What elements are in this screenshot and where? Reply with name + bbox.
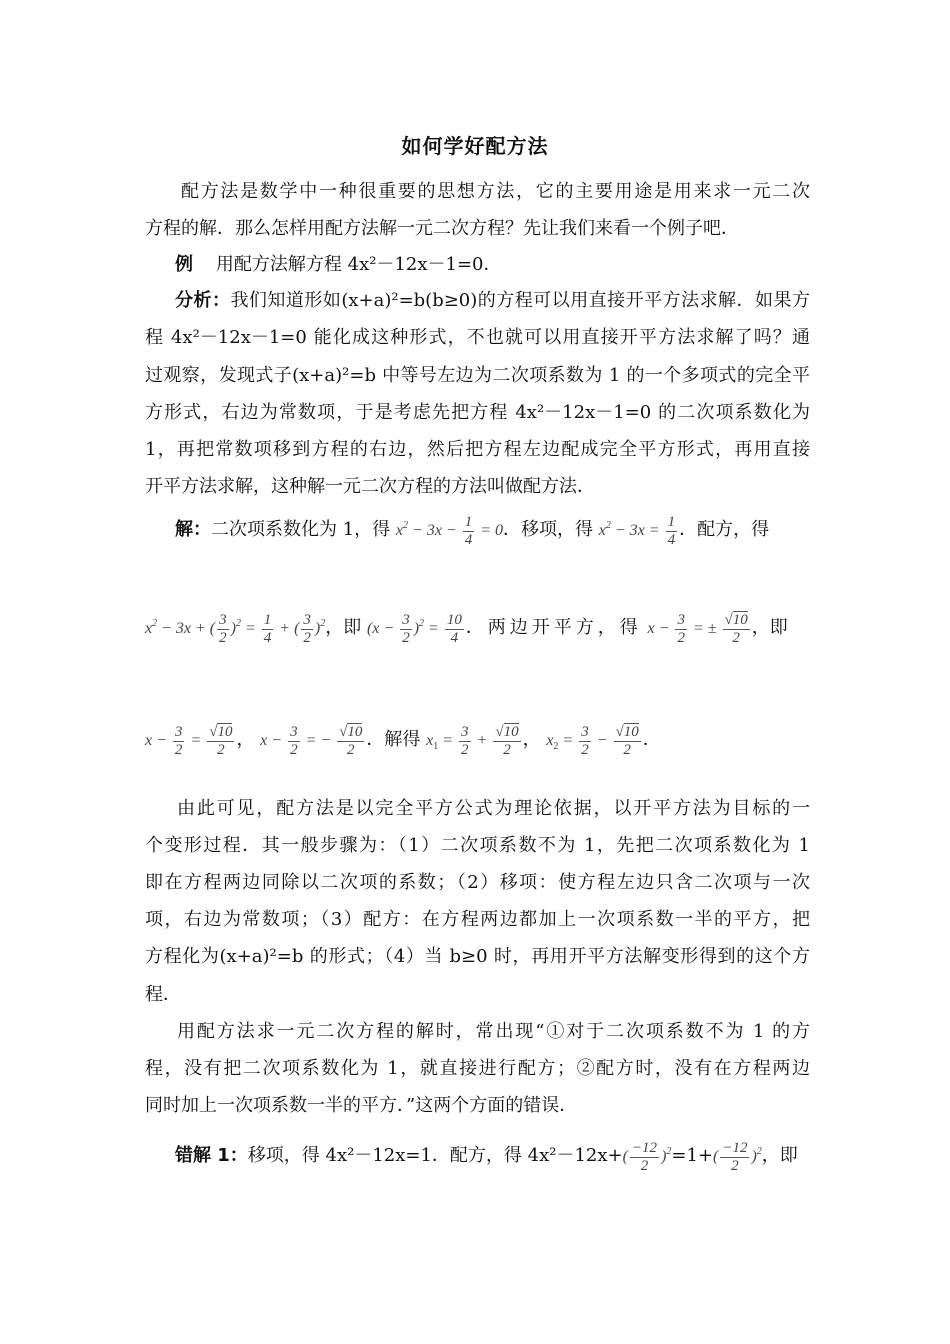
intro-line-2: 方程的解．那么怎样用配方法解一元二次方程？先让我们来看一个例子吧．	[145, 218, 739, 239]
analysis-line-3: 过观察，发现式子(x+a)²=b 中等号左边为二次项系数为 1 的一个多项式的完全平	[145, 365, 810, 386]
summary-line-4: 项，右边为常数项；（3）配方：在方程两边都加上一次项系数一半的平方，把	[145, 909, 810, 930]
errors-intro-line-2: 程，没有把二次项系数化为 1，就直接进行配方；②配方时，没有在方程两边	[145, 1058, 810, 1079]
equation-square-form: (x − $\frac{3}{2}$ )$^2$ = $\frac{10}{4}$	[366, 612, 462, 646]
analysis-line-5: 1，再把常数项移到方程的右边，然后把方程左边配成完全平方形式，再用直接	[145, 439, 810, 460]
example	[145, 254, 840, 276]
equation-root: x − $\frac{3}{2}$ = ± $\frac{√10}{2}$	[647, 612, 748, 646]
summary-line-5: 方程化为(x+a)²=b 的形式；（4）当 b≥0 时，再用开平方法解变形得到的这个方	[145, 946, 810, 967]
example-label: 例	[175, 254, 193, 275]
wrong-solution-label: 错解 1：	[175, 1145, 248, 1167]
equation-branch-2: x − $\frac{3}{2}$ = − $\frac{√10}{2}$	[260, 724, 363, 758]
wrong-term-left: ( $\frac{-12}{2}$ )$^2$	[622, 1140, 672, 1174]
equation-normalized: $x^2 - 3x$ − $\frac{1}{4}$ = 0	[395, 514, 504, 548]
solution-line-1: 解：二次项系数化为 1，得 $x^2 - 3x$ − $\frac{1}{4}$ = 0．移项，得 $x^2 - 3x$ = $\frac{1}{4}$ ．配方，得	[175, 514, 770, 548]
wrong-solution-1: 错解 1：移项，得 4x²－12x=1．配方，得 4x²－12x+( $\frac{-12}{2}$ )$^2$=1+( $\frac{-12}{2}$ )$^2$，即	[175, 1140, 798, 1174]
wrong-term-right: ( $\frac{-12}{2}$ )$^2$	[713, 1140, 762, 1174]
analysis-line-2: 程 4x²－12x－1=0 能化成这种形式，不也就可以用直接开平方法求解了吗？通	[145, 327, 810, 348]
analysis-line-1: 分析：我们知道形如(x+a)²=b(b≥0)的方程可以用直接开平方法求解．如果方	[175, 290, 810, 311]
summary-line-2: 个变形过程．其一般步骤为：（1）二次项系数不为 1，先把二次项系数化为 1	[145, 835, 810, 856]
errors-intro-line-1: 用配方法求一元二次方程的解时，常出现“①对于二次项系数不为 1 的方	[177, 1021, 810, 1042]
summary-line-1: 由此可见，配方法是以完全平方公式为理论依据，以开平方法为目标的一	[177, 798, 810, 819]
analysis-line-4: 方形式，右边为常数项，于是考虑先把方程 4x²－12x－1=0 的二次项系数化为	[145, 402, 810, 423]
example-text: 用配方法解方程 4x²－12x－1=0．	[215, 254, 502, 275]
solution-line-3: x − $\frac{3}{2}$ = $\frac{√10}{2}$ ， x − $\frac{3}{2}$ = − $\frac{√10}{2}$ ．解得 $x_1$ = $\frac{3}{2}$ + $\frac{√10}{2}$ ， $x_2$ = $\frac{3}{2}$ − $\frac{√10}{2}$ ．	[145, 724, 661, 758]
solution-x1: $x_1$ = $\frac{3}{2}$ + $\frac{√10}{2}$	[426, 724, 519, 758]
summary-line-3: 即在方程两边同除以二次项的系数；（2）移项：使方程左边只含二次项与一次	[145, 872, 810, 893]
analysis-label: 分析：	[175, 290, 231, 311]
errors-intro-line-3: 同时加上一次项系数一半的平方．”这两个方面的错误．	[145, 1095, 578, 1116]
summary-line-6: 程．	[145, 984, 181, 1005]
equation-transposed: $x^2 - 3x$ = $\frac{1}{4}$	[598, 514, 676, 548]
solution-line-2: $x^2 - 3x$ + ( $\frac{3}{2}$ )$^2$ = $\frac{1}{4}$ + ( $\frac{3}{2}$ )$^2$，即 (x − $\frac{3}{2}$ )$^2$ = $\frac{10}{4}$ ．两边开平方，得 x − $\frac{3}{2}$ = ± $\frac{√10}{2}$ ，即	[145, 612, 788, 646]
solution-label: 解：	[175, 519, 211, 541]
page-title: 如何学好配方法	[401, 134, 549, 158]
analysis-line-6: 开平方法求解，这种解一元二次方程的方法叫做配方法．	[145, 476, 595, 497]
intro-line-1: 配方法是数学中一种很重要的思想方法，它的主要用途是用来求一元二次	[181, 181, 810, 202]
solution-x2: $x_2$ = $\frac{3}{2}$ − $\frac{√10}{2}$	[546, 724, 639, 758]
equation-completed-square: $x^2 - 3x$ + ( $\frac{3}{2}$ )$^2$ = $\frac{1}{4}$ + ( $\frac{3}{2}$ )$^2$	[145, 612, 326, 646]
equation-branch-1: x − $\frac{3}{2}$ = $\frac{√10}{2}$	[145, 724, 233, 758]
